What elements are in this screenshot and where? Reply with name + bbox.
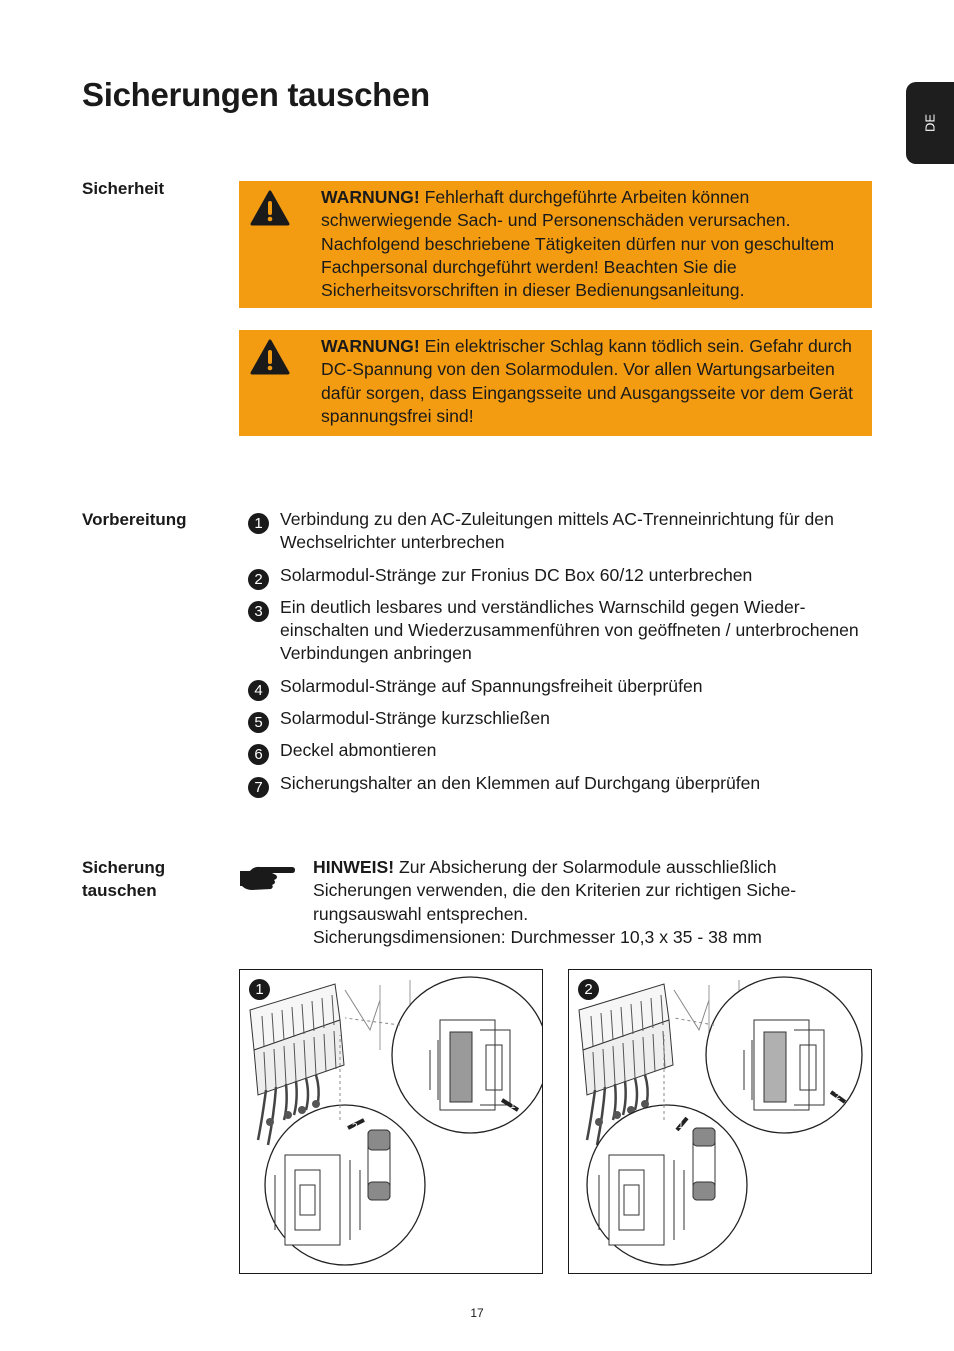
section-label-fuse-change: Sicherung tauschen [82, 858, 166, 900]
step-item [248, 596, 872, 666]
arrow-label: 1 [510, 1100, 516, 1111]
step-text: Solarmodul-Stränge kurzschließen [280, 708, 550, 729]
warning-text: Ein elektrischer Schlag kann tödlich sein. Gefahr durch DC-Spannung von den Solarmodulen. Vor allen Wartungsarbeiten dafür sorgen, dass Eingangsseite und Ausgangsseite vor dem Gerät spannungsfrei sind! [321, 336, 854, 426]
step-item [248, 675, 872, 698]
step-text: Verbindung zu den AC-Zuleitungen mittels AC-Trenneinrichtung für den Wechselrichter unterbrechen [280, 509, 834, 553]
step-number: 4 [248, 680, 269, 701]
step-number: 1 [248, 513, 269, 534]
warning-text: Fehlerhaft durchgeführte Arbeiten können schwerwiegende Sach- und Personenschäden verursachen. Nachfolgend beschriebene Tätigkeiten dürfen nur von geschultem Fachpersonal durchgeführt werden! Beachten Sie die Sicherheitsvorschriften in dieser Bedienungsanleitung. [321, 187, 835, 301]
language-tab-label: DE [922, 113, 938, 133]
step-number: 3 [248, 601, 269, 622]
illustration-fuse-removal [239, 969, 543, 1274]
step-number: 7 [248, 777, 269, 798]
figure-number: 1 [249, 979, 270, 1000]
hint-keyword: HINWEIS! [313, 857, 395, 877]
step-text: Sicherungshalter an den Klemmen auf Durchgang überprüfen [280, 772, 761, 793]
step-item [248, 508, 872, 555]
step-item [248, 772, 872, 795]
step-number: 5 [248, 712, 269, 733]
pointing-hand-icon [238, 862, 296, 892]
arrow-label: 1 [678, 1120, 684, 1131]
preparation-steps [248, 508, 872, 804]
warning-keyword: WARNUNG! [321, 187, 420, 207]
warning-box [239, 330, 872, 436]
fuse-holder-drawing [569, 970, 872, 1274]
arrow-label: 2 [835, 1091, 841, 1102]
step-item [248, 707, 872, 730]
page-title: Sicherungen tauschen [82, 76, 430, 113]
warning-triangle-icon [250, 339, 290, 375]
section-label-preparation: Vorbereitung [82, 510, 187, 529]
step-number: 6 [248, 744, 269, 765]
section-label-safety: Sicherheit [82, 179, 165, 198]
hint-text-block [313, 856, 873, 949]
step-text: Deckel abmontieren [280, 740, 437, 761]
page-number: 17 [470, 1306, 484, 1320]
step-text: Ein deutlich lesbares und verständliches Warnschild gegen Wiedereinschalten und Wiederzusammenführen von geöffneten / unterbrochenen Verbindungen anbringen [280, 596, 859, 664]
step-text: Solarmodul-Stränge auf Spannungsfreiheit überprüfen [280, 675, 703, 696]
warning-box [239, 181, 872, 308]
step-item [248, 564, 872, 587]
warning-keyword: WARNUNG! [321, 336, 420, 356]
language-tab[interactable] [906, 82, 954, 164]
step-number: 2 [248, 569, 269, 590]
hint-text: Zur Absicherung der Solarmodule ausschließlich Sicherungen verwenden, die den Kriterien zur richtigen Sicherungsauswahl entsprechen. [313, 857, 797, 924]
figure-number: 2 [578, 979, 599, 1000]
fuse-holder-drawing [240, 970, 543, 1274]
warning-triangle-icon [250, 190, 290, 226]
arrow-label: 2 [352, 1122, 358, 1133]
hint-dimensions: Sicherungsdimensionen: Durchmesser 10,3 x 35 - 38 mm [313, 926, 762, 947]
illustration-fuse-insertion [568, 969, 872, 1274]
step-item [248, 739, 872, 762]
step-text: Solarmodul-Stränge zur Fronius DC Box 60/12 unterbrechen [280, 564, 753, 585]
